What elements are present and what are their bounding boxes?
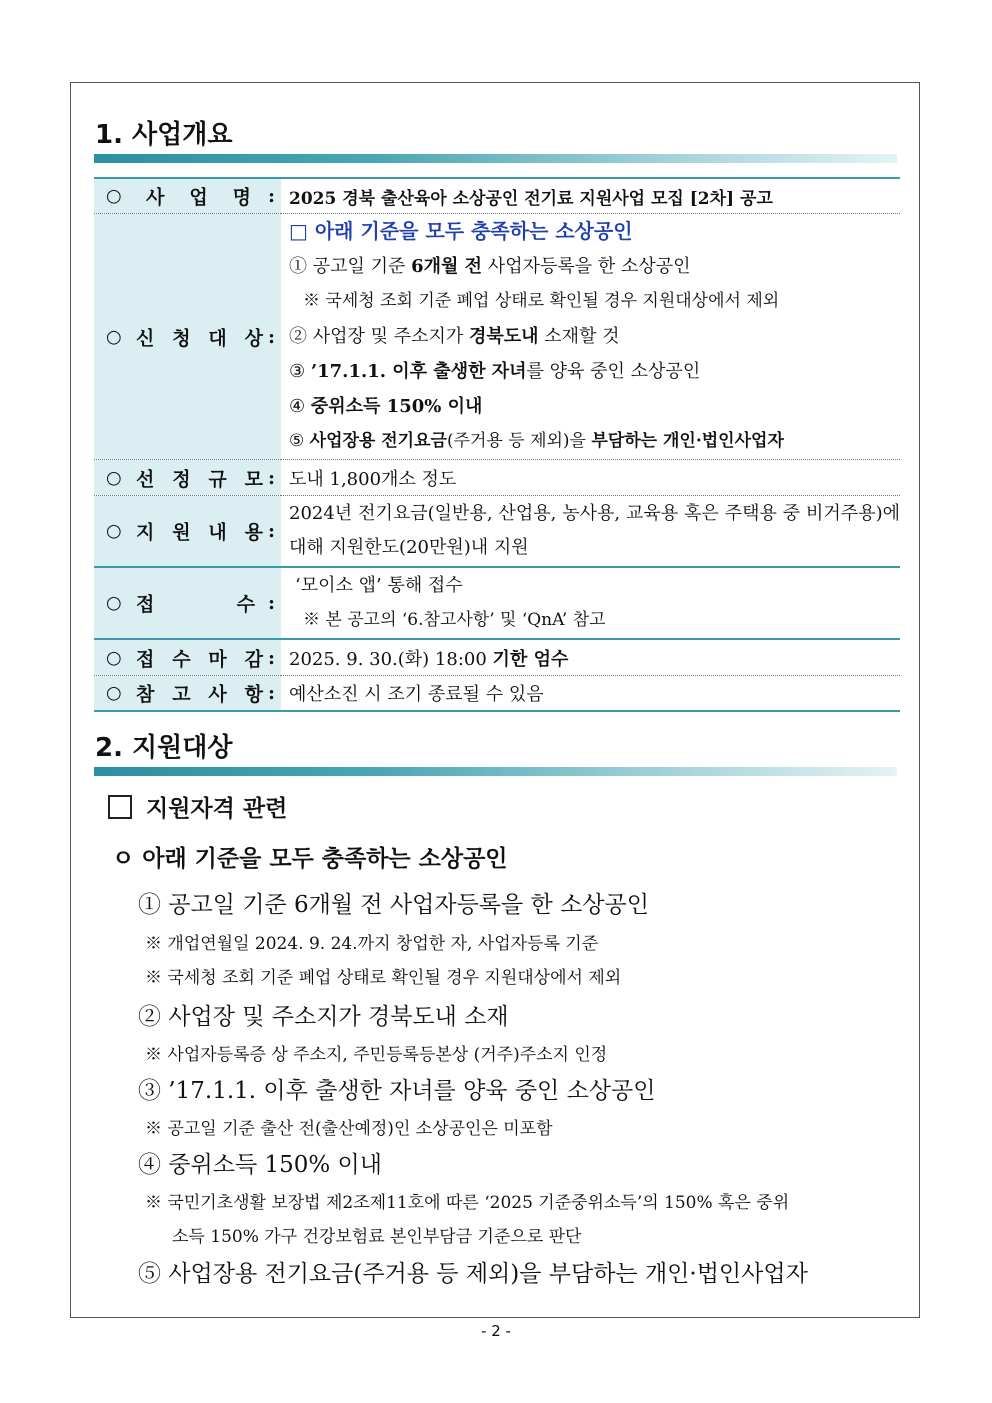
row-scale: ○ 선 정 규 모 : 도내 1,800개소 정도 xyxy=(94,460,900,496)
scale-value: 도내 1,800개소 정도 xyxy=(289,468,457,490)
s2-line-5: ※ 사업자등록증 상 주소지, 주민등록등본상 (거주)주소지 인정 xyxy=(145,1045,608,1065)
target-item-5: ⑤ 사업장용 전기요금(주거용 등 제외)을 부담하는 개인·법인사업자 xyxy=(289,431,784,451)
s2-line-6: ③ ’17.1.1. 이후 출생한 자녀를 양육 중인 소상공인 xyxy=(138,1078,656,1104)
s2-line-1: ① 공고일 기준 6개월 전 사업자등록을 한 소상공인 xyxy=(138,892,649,918)
section2-title: 2. 지원대상 xyxy=(95,733,233,763)
deadline-value: 2025. 9. 30.(화) 18:00 기한 엄수 xyxy=(289,648,569,670)
s2-line-11: ⑤ 사업장용 전기요금(주거용 등 제외)을 부담하는 개인·법인사업자 xyxy=(138,1261,808,1287)
s2-line-2: ※ 개업연월일 2024. 9. 24.까지 창업한 자, 사업자등록 기준 xyxy=(145,934,599,954)
receipt-line-2: ※ 본 공고의 ‘6.참고사항’ 및 ‘QnA’ 참고 xyxy=(303,610,606,630)
project-name-value: 2025 경북 출산육아 소상공인 전기료 지원사업 모집 [2차] 공고 xyxy=(289,188,773,209)
row-reference: ○ 참 고 사 항 : 예산소진 시 조기 종료될 수 있음 xyxy=(94,676,900,712)
target-heading: □ 아래 기준을 모두 충족하는 소상공인 xyxy=(289,219,633,243)
row-support: ○ 지 원 내 용 : 2024년 전기요금(일반용, 산업용, 농사용, 교육용 혹은 주택용 중 비거주용)에 대해 지원한도(20만원)내 지원 xyxy=(94,496,900,568)
s2-line-4: ② 사업장 및 주소지가 경북도내 소재 xyxy=(138,1004,509,1030)
target-value xyxy=(281,214,900,460)
row-receipt: ○ 접 수 : ‘모이소 앱’ 통해 접수 ※ 본 공고의 ‘6.참고사항’ 및 ‘QnA’ 참고 xyxy=(94,567,900,639)
target-item-4: ④ 중위소득 150% 이내 xyxy=(289,396,483,417)
support-value: 2024년 전기요금(일반용, 산업용, 농사용, 교육용 혹은 주택용 중 비거주용)에 대해 지원한도(20만원)내 지원 xyxy=(289,503,900,558)
checkbox-square-icon xyxy=(108,795,132,819)
row-deadline: ○ 접 수 마 감 : 2025. 9. 30.(화) 18:00 기한 엄수 xyxy=(94,639,900,676)
overview-table xyxy=(94,177,900,712)
s2-line-9: ※ 국민기초생활 보장법 제2조제11호에 따른 ‘2025 기준중위소득’의 150% 혹은 중위 xyxy=(145,1193,790,1213)
s2-line-7: ※ 공고일 기준 출산 전(출산예정)인 소상공인은 미포함 xyxy=(145,1119,553,1139)
page-number: - 2 - xyxy=(481,1322,511,1340)
target-note-1: ※ 국세청 조회 기준 폐업 상태로 확인될 경우 지원대상에서 제외 xyxy=(303,291,780,311)
s2-line-8: ④ 중위소득 150% 이내 xyxy=(138,1152,382,1178)
criteria-heading: ㅇ 아래 기준을 모두 충족하는 소상공인 xyxy=(112,845,508,872)
receipt-value xyxy=(281,567,900,639)
row-target: ○ 신 청 대 상 : □ 아래 기준을 모두 충족하는 소상공인 ① 공고일 기준 6개월 전 사업자등록을 한 소상공인 ※ 국세청 조회 기준 폐업 상태로 확인될 경우 지원대상에서 제외 ② 사업장 및 주소지가 경북도내 소재할 것 ③ ’17.1.1. 이후 출생한 자녀를 양육 중인 소상공인 ④ 중위소득 150% 이내 ⑤ 사업장용 전기요금(주거용 등 제외)을 부담하는 개인·법인사업자 xyxy=(94,214,900,460)
row-name: ○ 사 업 명 : 2025 경북 출산육아 소상공인 전기료 지원사업 모집 [2차] 공고 xyxy=(94,178,900,214)
section1-title: 1. 사업개요 xyxy=(95,120,233,150)
section2-bar xyxy=(94,767,897,776)
s2-line-10: 소득 150% 가구 건강보험료 본인부담금 기준으로 판단 xyxy=(172,1227,582,1247)
target-item-3: ③ ’17.1.1. 이후 출생한 자녀를 양육 중인 소상공인 xyxy=(289,361,701,382)
receipt-line-1: ‘모이소 앱’ 통해 접수 xyxy=(295,575,463,596)
target-item-2: ② 사업장 및 주소지가 경북도내 소재할 것 xyxy=(289,326,620,347)
section1-bar xyxy=(94,154,897,163)
target-item-1: ① 공고일 기준 6개월 전 사업자등록을 한 소상공인 xyxy=(289,256,691,277)
eligibility-heading: 지원자격 관련 xyxy=(108,790,287,823)
s2-line-3: ※ 국세청 조회 기준 폐업 상태로 확인될 경우 지원대상에서 제외 xyxy=(145,968,622,988)
reference-value: 예산소진 시 조기 종료될 수 있음 xyxy=(289,684,544,705)
